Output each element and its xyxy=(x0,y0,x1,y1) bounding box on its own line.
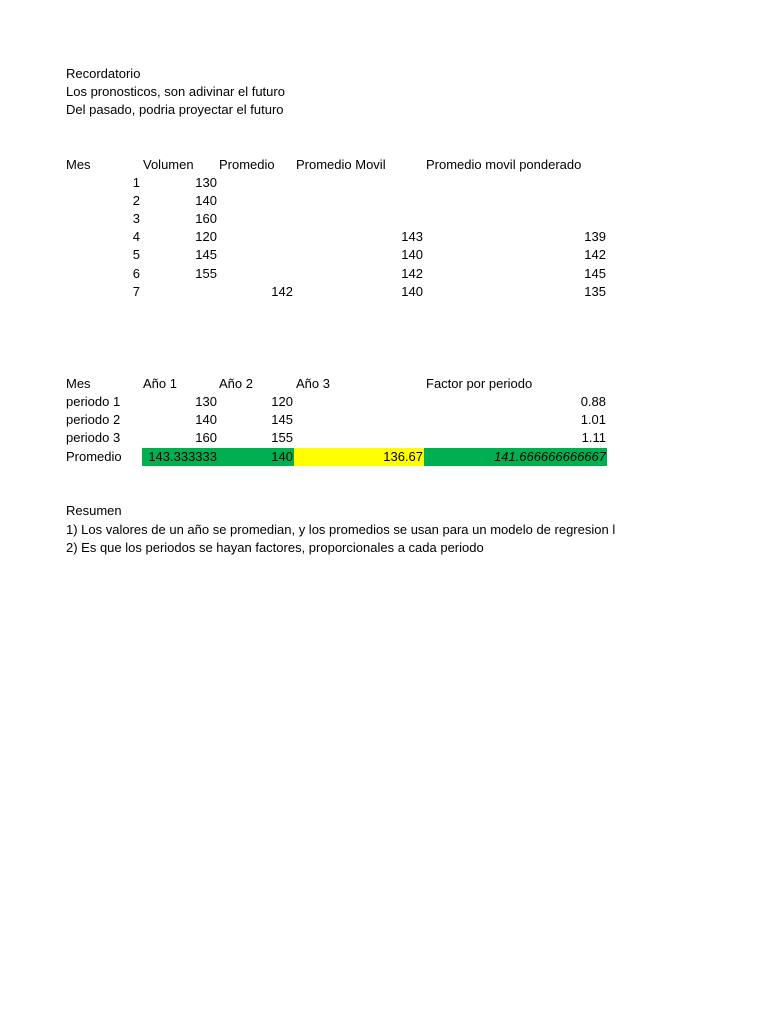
table2-cell-mes: periodo 1 xyxy=(66,394,121,409)
table1-cell-mes: 5 xyxy=(132,247,140,262)
table2-cell-ano3 xyxy=(294,411,424,429)
table2-cell-factor: 1.11 xyxy=(581,430,606,445)
table2-header-mes: Mes xyxy=(66,376,91,391)
table2-average-label: Promedio xyxy=(66,449,122,464)
table1-cell-volumen: 160 xyxy=(195,211,217,226)
table1-cell-mes: 1 xyxy=(132,175,140,190)
table2-header-ano1: Año 1 xyxy=(143,376,177,391)
table2-average-ano3: 136.67 xyxy=(294,448,424,466)
table1-cell-volumen xyxy=(142,283,218,301)
table1-cell-mes: 7 xyxy=(132,284,140,299)
table-row xyxy=(0,246,768,264)
table1-cell-volumen: 145 xyxy=(195,247,217,262)
table2-header-row xyxy=(0,375,768,393)
table1-header-ponderado: Promedio movil ponderado xyxy=(426,157,582,172)
table-row xyxy=(0,283,768,301)
table2-cell-ano1: 160 xyxy=(195,430,217,445)
table1-cell-promedio-movil xyxy=(294,210,424,228)
table-row xyxy=(0,174,768,192)
table-row xyxy=(0,429,768,447)
table1-cell-promedio-movil: 143 xyxy=(401,229,423,244)
table1-cell-ponderado: 139 xyxy=(584,229,606,244)
table1-cell-ponderado xyxy=(424,192,607,210)
table1-header-volumen: Volumen xyxy=(143,157,194,172)
table1-cell-promedio xyxy=(218,210,294,228)
table-row xyxy=(0,210,768,228)
table2-average-factor: 141.666666666667 xyxy=(424,448,607,466)
table1-cell-promedio xyxy=(218,192,294,210)
table1-cell-promedio-movil xyxy=(294,192,424,210)
table2-cell-ano2: 145 xyxy=(271,412,293,427)
table1-cell-promedio xyxy=(218,246,294,264)
table1-cell-promedio-movil xyxy=(294,174,424,192)
summary-point-2: 2) Es que los periodos se hayan factores, proporcionales a cada periodo xyxy=(66,540,484,555)
table1-cell-promedio xyxy=(218,174,294,192)
table1-cell-promedio xyxy=(218,265,294,283)
table1-cell-promedio-movil: 142 xyxy=(401,266,423,281)
table1-cell-mes: 2 xyxy=(132,193,140,208)
note-reminder-title: Recordatorio xyxy=(66,66,141,81)
table2-header-factor: Factor por periodo xyxy=(426,376,533,391)
table1-cell-ponderado xyxy=(424,210,607,228)
table1-cell-mes: 4 xyxy=(132,229,140,244)
table-row xyxy=(0,411,768,429)
table2-cell-factor: 1.01 xyxy=(580,412,606,427)
table2-average-ano1: 143.333333 xyxy=(142,448,218,466)
table1-cell-mes: 6 xyxy=(132,266,140,281)
table1-cell-ponderado: 142 xyxy=(584,247,606,262)
table1-cell-ponderado: 145 xyxy=(584,266,606,281)
note-forecast-past: Del pasado, podria proyectar el futuro xyxy=(66,102,284,117)
table1-cell-volumen: 155 xyxy=(195,266,217,281)
table-row xyxy=(0,192,768,210)
table-row xyxy=(0,228,768,246)
table1-cell-ponderado xyxy=(424,174,607,192)
table1-header-promedio-movil: Promedio Movil xyxy=(296,157,386,172)
table2-cell-ano3 xyxy=(294,393,424,411)
table1-cell-volumen: 140 xyxy=(195,193,217,208)
table2-cell-factor: 0.88 xyxy=(580,394,606,409)
table1-cell-volumen: 120 xyxy=(195,229,217,244)
table-row xyxy=(0,265,768,283)
table1-cell-mes: 3 xyxy=(132,211,140,226)
table1-cell-volumen: 130 xyxy=(195,175,217,190)
table1-cell-promedio-movil: 140 xyxy=(401,284,423,299)
table2-cell-ano3 xyxy=(294,429,424,447)
table2-cell-mes: periodo 3 xyxy=(66,430,121,445)
table1-cell-promedio: 142 xyxy=(271,284,293,299)
table2-cell-mes: periodo 2 xyxy=(66,412,121,427)
table-row xyxy=(0,393,768,411)
table2-average-ano2: 140 xyxy=(218,448,294,466)
table2-cell-ano2: 155 xyxy=(271,430,293,445)
table1-header-promedio: Promedio xyxy=(219,157,275,172)
table1-cell-promedio-movil: 140 xyxy=(401,247,423,262)
table1-header-row xyxy=(0,156,768,174)
summary-point-1: 1) Los valores de un año se promedian, y los promedios se usan para un modelo de regresion l xyxy=(66,522,616,537)
table1-cell-promedio xyxy=(218,228,294,246)
table2-cell-ano1: 130 xyxy=(195,394,217,409)
table2-cell-ano1: 140 xyxy=(195,412,217,427)
summary-title: Resumen xyxy=(66,503,122,518)
table2-cell-ano2: 120 xyxy=(271,394,293,409)
note-forecast-definition: Los pronosticos, son adivinar el futuro xyxy=(66,84,285,99)
table2-header-ano3: Año 3 xyxy=(296,376,330,391)
table2-average-row xyxy=(0,448,768,466)
table2-header-ano2: Año 2 xyxy=(219,376,253,391)
table1-cell-ponderado: 135 xyxy=(584,284,606,299)
table1-header-mes: Mes xyxy=(66,157,91,172)
